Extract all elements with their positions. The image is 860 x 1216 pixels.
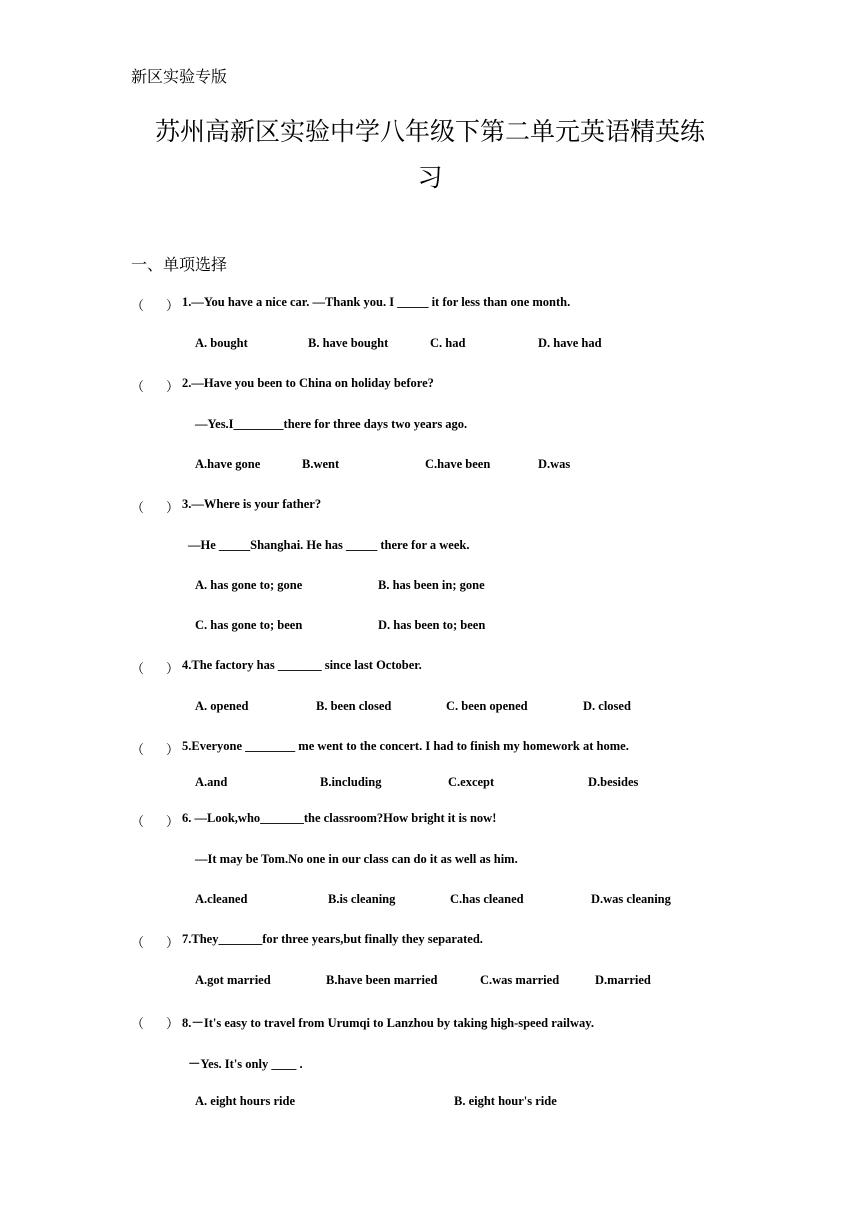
- option-d: D. has been to; been: [378, 618, 486, 632]
- answer-paren-close: ）: [166, 379, 180, 394]
- option-d: D. have had: [538, 336, 602, 350]
- option-c: C.except: [448, 775, 495, 789]
- question-text: 6. —Look,who_______the classroom?How bright it is now!: [182, 811, 497, 825]
- option-a: A. has gone to; gone: [195, 578, 303, 592]
- answer-paren-close: ）: [166, 814, 180, 829]
- option-b: B. eight hour's ride: [454, 1094, 557, 1108]
- option-a: A.got married: [195, 973, 271, 987]
- answer-paren-open: （: [131, 1016, 145, 1031]
- option-c: C.was married: [480, 973, 560, 987]
- option-c: C.has cleaned: [450, 892, 524, 906]
- option-a: A.cleaned: [195, 892, 248, 906]
- option-b: B.including: [320, 775, 382, 789]
- option-a: A. eight hours ride: [195, 1094, 295, 1108]
- option-b: B.is cleaning: [328, 892, 396, 906]
- question-text-line2: —Yes.I________there for three days two years ago.: [195, 417, 468, 431]
- section-heading: 一、单项选择: [131, 255, 228, 274]
- option-b: B. has been in; gone: [378, 578, 485, 592]
- option-d: D. closed: [583, 699, 631, 713]
- option-d: D.was: [538, 457, 571, 471]
- option-b: B.have been married: [326, 973, 438, 987]
- answer-paren-close: ）: [166, 661, 180, 676]
- answer-paren-open: （: [131, 298, 145, 313]
- option-d: D.besides: [588, 775, 639, 789]
- page-title-line2: 习: [417, 163, 443, 192]
- question-text: 4.The factory has _______ since last October.: [182, 658, 422, 672]
- header-label: 新区实验专版: [131, 67, 228, 86]
- answer-paren-open: （: [131, 500, 145, 515]
- question-text: 1.—You have a nice car. —Thank you. I _____ it for less than one month.: [182, 295, 571, 309]
- question-text: 3.—Where is your father?: [182, 497, 322, 511]
- answer-paren-open: （: [131, 379, 145, 394]
- option-a: A.have gone: [195, 457, 261, 471]
- option-d: D.married: [595, 973, 651, 987]
- question-text-line2: －Yes. It's only ____ .: [188, 1057, 303, 1071]
- question-text: 5.Everyone ________ me went to the concert. I had to finish my homework at home.: [182, 739, 629, 753]
- option-b: B.went: [302, 457, 340, 471]
- answer-paren-close: ）: [166, 298, 180, 313]
- option-d: D.was cleaning: [591, 892, 671, 906]
- question-text-line2: —It may be Tom.No one in our class can do it as well as him.: [195, 852, 518, 866]
- question-text-line2: —He _____Shanghai. He has _____ there for a week.: [188, 538, 470, 552]
- answer-paren-open: （: [131, 742, 145, 757]
- option-b: B. been closed: [316, 699, 392, 713]
- option-c: C.have been: [425, 457, 491, 471]
- option-c: C. been opened: [446, 699, 528, 713]
- answer-paren-close: ）: [166, 742, 180, 757]
- question-text: 8.－It's easy to travel from Urumqi to Lanzhou by taking high-speed railway.: [182, 1016, 594, 1030]
- option-a: A. opened: [195, 699, 249, 713]
- option-a: A. bought: [195, 336, 248, 350]
- question-text: 2.—Have you been to China on holiday before?: [182, 376, 434, 390]
- answer-paren-close: ）: [166, 1016, 180, 1031]
- answer-paren-open: （: [131, 935, 145, 950]
- page-title-line1: 苏州高新区实验中学八年级下第二单元英语精英练: [154, 117, 705, 146]
- question-text: 7.They_______for three years,but finally they separated.: [182, 932, 483, 946]
- answer-paren-close: ）: [166, 500, 180, 515]
- answer-paren-open: （: [131, 661, 145, 676]
- option-a: A.and: [195, 775, 228, 789]
- answer-paren-close: ）: [166, 935, 180, 950]
- option-c: C. has gone to; been: [195, 618, 303, 632]
- option-c: C. had: [430, 336, 466, 350]
- answer-paren-open: （: [131, 814, 145, 829]
- option-b: B. have bought: [308, 336, 389, 350]
